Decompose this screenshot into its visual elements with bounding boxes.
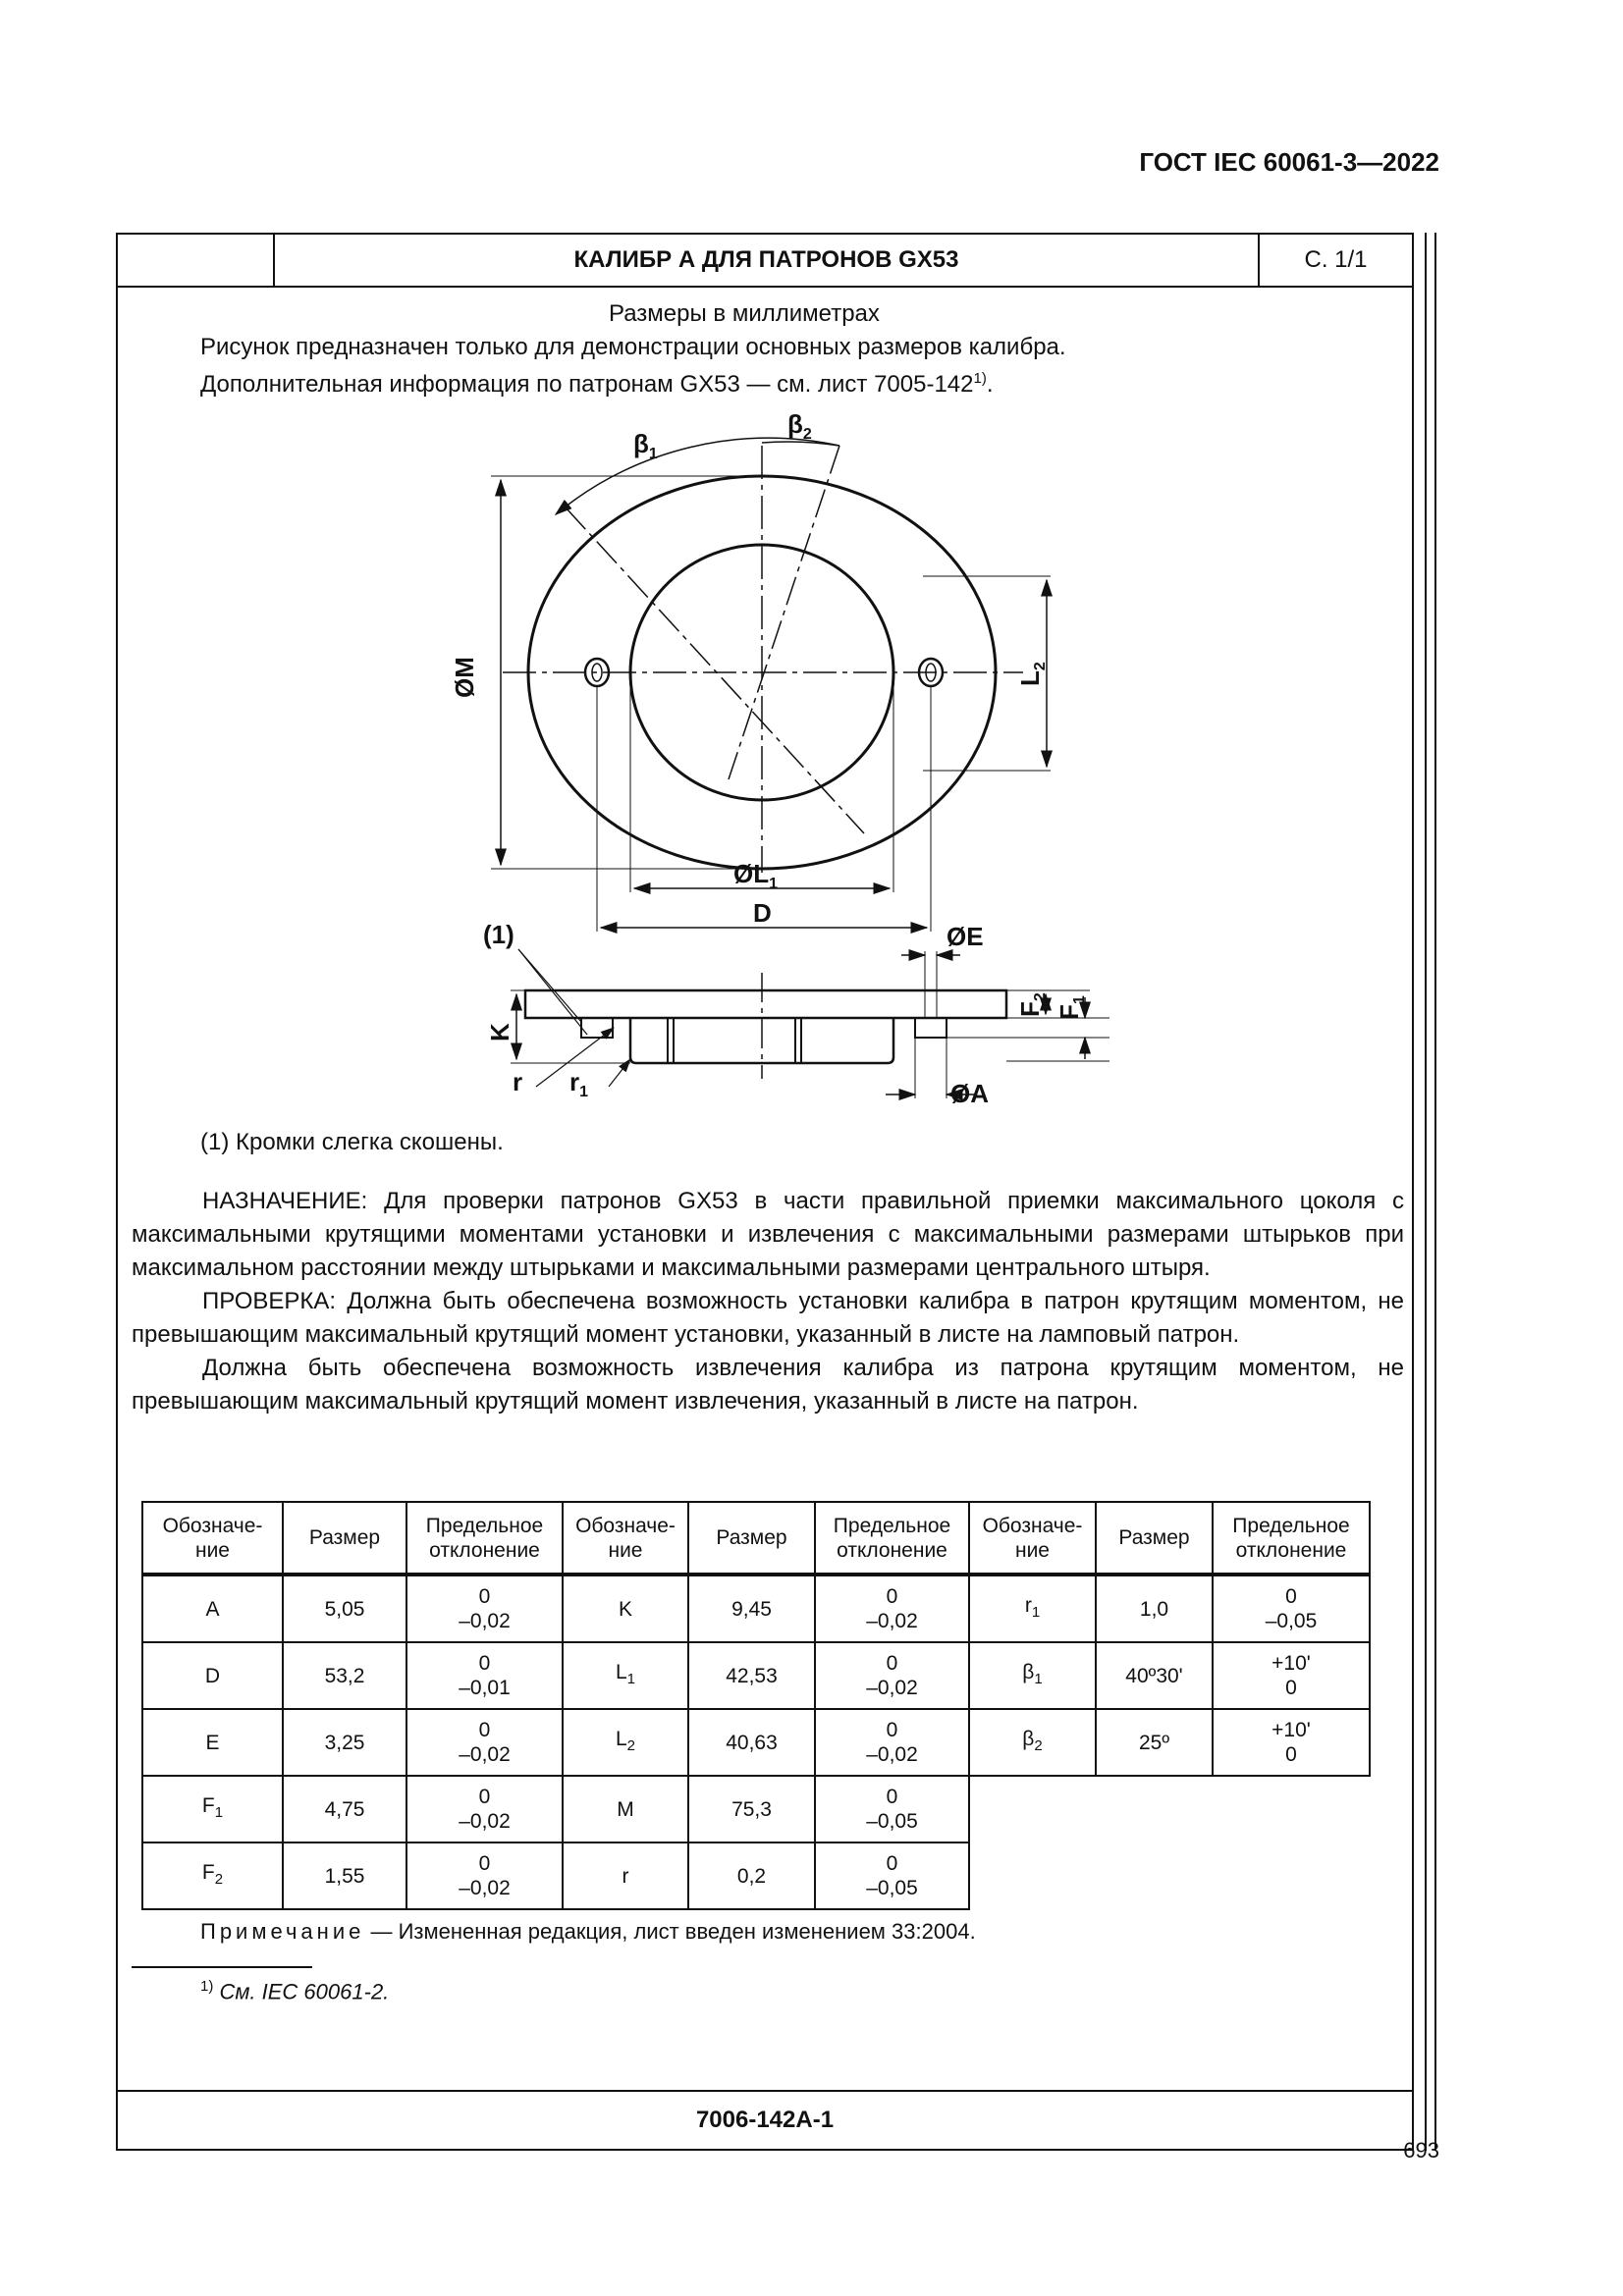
tolerance-cell: +10' 0 — [1213, 1642, 1370, 1709]
body-text — [132, 1185, 1404, 1418]
table-header-row — [142, 1502, 1370, 1575]
header-tolerance: Предельное отклонение — [815, 1502, 969, 1575]
d-label: D — [753, 898, 772, 928]
sheet-title: КАЛИБР А ДЛЯ ПАТРОНОВ GX53 — [275, 235, 1260, 286]
drawing-note: (1) Кромки слегка скошены. — [200, 1129, 504, 1155]
check-paragraph-1: ПРОВЕРКА: Должна быть обеспечена возможность установки калибра в патрон крутящим моментом, не превышающим максимальный крутящий момент установки, указанный в листе на ламповый патрон. — [132, 1288, 1404, 1348]
top-view — [491, 438, 1051, 932]
size-cell: 0,2 — [688, 1842, 815, 1909]
designation-cell: E — [142, 1709, 283, 1776]
table-row — [142, 1842, 1370, 1909]
footnote-ref: 1) — [973, 370, 987, 387]
k-label: K — [485, 1023, 514, 1041]
designation-cell: D — [142, 1642, 283, 1709]
table-row — [142, 1575, 1370, 1642]
tolerance-cell: 0 –0,02 — [815, 1642, 969, 1709]
size-cell: 53,2 — [283, 1642, 406, 1709]
empty-cell — [1096, 1842, 1213, 1909]
intro-line-2: Дополнительная информация по патронам GX53 — см. лист 7005-142$^{1)}$. — [200, 370, 994, 398]
designation-cell: A — [142, 1575, 283, 1642]
designation-cell: $r_1$ — [969, 1575, 1096, 1642]
page-number: 693 — [1403, 2138, 1439, 2163]
tolerance-cell: 0 –0,02 — [406, 1709, 563, 1776]
beta1-label: $\beta_1$ — [633, 429, 658, 462]
size-cell: 4,75 — [283, 1776, 406, 1842]
size-cell: 42,53 — [688, 1642, 815, 1709]
size-cell: 75,3 — [688, 1776, 815, 1842]
designation-cell: $L_2$ — [563, 1709, 688, 1776]
size-cell: 40º30' — [1096, 1642, 1213, 1709]
dia-a-label: ØA — [950, 1079, 989, 1108]
table-row — [142, 1776, 1370, 1842]
tolerance-cell: 0 –0,02 — [815, 1575, 969, 1642]
size-cell: 40,63 — [688, 1709, 815, 1776]
size-cell: 3,25 — [283, 1709, 406, 1776]
empty-cell — [969, 1842, 1096, 1909]
f2-label: $F_2$ — [1015, 992, 1049, 1017]
designation-cell: r — [563, 1842, 688, 1909]
sheet-code: 7006-142А-1 — [118, 2090, 1412, 2149]
designation-cell: $L_1$ — [563, 1642, 688, 1709]
footnote: $^{1)}$ См. IEC 60061-2. — [200, 1978, 390, 2004]
intro-line-1: Рисунок предназначен только для демонстрации основных размеров калибра. — [200, 334, 1066, 360]
designation-cell: $F_1$ — [142, 1776, 283, 1842]
header-designation: Обозначе- ние — [563, 1502, 688, 1575]
empty-cell — [1096, 1776, 1213, 1842]
empty-cell — [1213, 1842, 1370, 1909]
header-size: Размер — [283, 1502, 406, 1575]
tolerance-cell: +10' 0 — [1213, 1709, 1370, 1776]
table-row — [142, 1709, 1370, 1776]
size-cell: 1,55 — [283, 1842, 406, 1909]
sheet-number: С. 1/1 — [1304, 246, 1368, 273]
header-designation: Обозначе- ние — [142, 1502, 283, 1575]
beta2-label: $\beta_2$ — [787, 409, 812, 443]
gauge-drawing — [118, 235, 1416, 1148]
r-label: r — [513, 1067, 523, 1096]
designation-cell: $F_2$ — [142, 1842, 283, 1909]
units-note: Размеры в миллиметрах — [609, 300, 880, 327]
tolerance-cell: 0 –0,02 — [406, 1842, 563, 1909]
tolerance-cell: 0 –0,05 — [815, 1842, 969, 1909]
tolerance-cell: 0 –0,02 — [406, 1776, 563, 1842]
dia-m-label: ØM — [450, 657, 479, 698]
table-row — [142, 1642, 1370, 1709]
callout-1-label: (1) — [483, 920, 514, 949]
header-size: Размер — [688, 1502, 815, 1575]
sheet-frame — [116, 233, 1414, 2151]
size-cell: 25º — [1096, 1709, 1213, 1776]
tolerance-cell: 0 –0,05 — [815, 1776, 969, 1842]
l2-label: $L_2$ — [1015, 662, 1049, 686]
table-note: Примечание — Измененная редакция, лист введен изменением 33:2004. — [200, 1919, 976, 1944]
header-tolerance: Предельное отклонение — [1213, 1502, 1370, 1575]
tolerance-cell: 0 –0,05 — [1213, 1575, 1370, 1642]
tolerance-cell: 0 –0,02 — [815, 1709, 969, 1776]
purpose-paragraph: НАЗНАЧЕНИЕ: Для проверки патронов GX53 в части правильной приемки максимального цоколя с максимальными крутящими моментами установки и извлечения с максимальными размерами штырьков при максимальном расстоянии между штырьками и максимальными размерами центрального штыря. — [132, 1188, 1404, 1281]
size-cell: 5,05 — [283, 1575, 406, 1642]
designation-cell: $\beta_2$ — [969, 1709, 1096, 1776]
dia-e-label: ØE — [947, 922, 984, 951]
size-cell: 9,45 — [688, 1575, 815, 1642]
tolerance-cell: 0 –0,02 — [406, 1575, 563, 1642]
dimensions-table-body — [142, 1502, 1370, 1909]
empty-cell — [969, 1776, 1096, 1842]
standard-header: ГОСТ IEC 60061-3—2022 — [1139, 147, 1439, 177]
header-size: Размер — [1096, 1502, 1213, 1575]
dimensions-table — [141, 1501, 1371, 1910]
empty-cell — [1213, 1776, 1370, 1842]
f1-label: $F_1$ — [1055, 995, 1088, 1020]
designation-cell: K — [563, 1575, 688, 1642]
dia-l1-label: $ØL_1$ — [733, 859, 779, 892]
designation-cell: $\beta_1$ — [969, 1642, 1096, 1709]
side-view — [511, 949, 1109, 1098]
size-cell: 1,0 — [1096, 1575, 1213, 1642]
footnote-separator — [132, 1966, 312, 1968]
tolerance-cell: 0 –0,01 — [406, 1642, 563, 1709]
frame-double-line-2 — [1434, 233, 1436, 2151]
frame-double-line-1 — [1425, 233, 1427, 2151]
header-designation: Обозначе- ние — [969, 1502, 1096, 1575]
designation-cell: M — [563, 1776, 688, 1842]
r1-label: $r_1$ — [569, 1067, 589, 1100]
check-paragraph-2: Должна быть обеспечена возможность извлечения калибра из патрона крутящим моментом, не превышающим максимальный крутящий момент извлечения, указанный в листе на патрон. — [132, 1355, 1404, 1415]
header-tolerance: Предельное отклонение — [406, 1502, 563, 1575]
